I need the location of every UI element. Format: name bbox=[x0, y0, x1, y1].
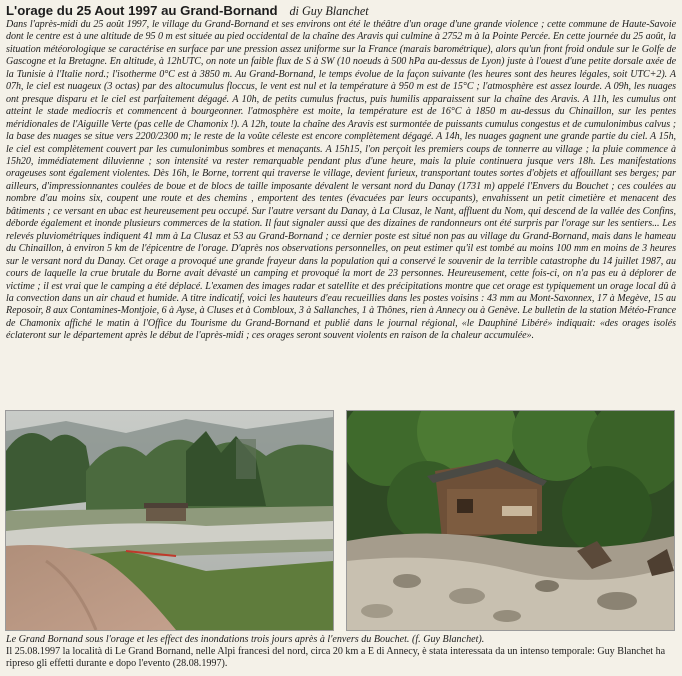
caption-french: Le Grand Bornand sous l'orage et les effect des inondations trois jours après à l'envers du Bouchet. (f. Guy Blanchet). bbox=[6, 634, 485, 645]
article-body: Dans l'après-midi du 25 août 1997, le village du Grand-Bornand et ses environs ont été le théâtre d'un orage d'une grande violence ; cette commune de Haute-Savoie dont le centre est à une altitude de 95 0 m est située au pied occidental de la chaîne des Aravis qui culmine à 2752 m à la Pointe Percée. En cette journée du 25 août, la situation météorologique se caractérise en surface par une pression assez uniforme sur la France (marais barométrique), alors qu'un front froid ondule sur le Golfe de Gascogne et la Bretagne. En altitude, à 12hUTC, on note un faible flux de S à SW (10 noeuds à 500 hPa au-dessus de Lyon) juste à l'ouest d'une petite dorsale axée de la Tunisie à l'Italie nord.; l'isotherme 0°C est à 3850 m. Au Grand-Bornand, le temps évolue de la façon suivante (les heures sont des heures légales, soit UTC+2). A 07h, le ciel est nuageux (3 octas) par des altocumulus floccus, le vent est nul et la température à 950 m est de 15°C ; l'atmosphère est assez lourde. A 09h, les nuages ont presque disparu et le ciel est parfaitement dégagé. A 10h, de petits cumulus fractus, puis humilis apparaissent sur la chaîne des Aravis. A 11h, les cumulus ont atteint le stade mediocris et commencent à bourgeonner. l'atmosphère est moite, la température est de 16°C à 1850 m au-dessus du Chinaillon, sur les pentes méridionales de l'Aiguille Verte (pas celle de Chamonix !). A 12h, toute la chaîne des Aravis est surmontée de puissants cumulus congestus et de cumulonimbus calvus ; la base des nuages se situe vers 2200/2300 m; le reste de la voûte céleste est encore complètement dégagé. A 14h, les nuages gagnent une grande partie du ciel. A 15h, le ciel est complètement couvert par les cumulonimbus sombres et menaçants. A 15h15, l'on perçoit les premiers coups de tonnerre au village ; la pluie commence à 15h20, immédiatement diluvienne ; son intensité va rester remarquable pendant plus d'une heure, mais la pluie continuera jusque vers 18h. Les manifestations orageuses sont également violentes. Dès 16h, le Borne, torrent qui traverse le village, devient furieux, transportant toutes sortes d'objets et affouillant ses berges; par ailleurs, d'impressionnantes coulées de boue et de blocs de taille imposante dévalent le versant nord du Danay (1731 m) appelé l'Envers du Bouchet ; ces coulées au nombre d'au moins six, coupent une route et des chemins , emportent des tentes (évacuées par leurs occupants), envahissent un petit cimetière et menacent des bâtiments ; ce versant en ubac est heureusement peu occupé. Sur l'autre versant du Danay, à La Clusaz, le Nant, affluent du Nom, qui descend de la vallée des Confins, déborde également et inonde plusieurs commerces de la station. Il faut signaler aussi que des dizaines de randonneurs ont été surpris par l'orage sur les sentiers... Les relevés pluviométriques indiquent 41 mm à La Clusaz et 53 au Grand-Bornand ; ce dernier poste est situé non pas au village du Grand-Bornand, mais dans le hameau du Chinaillon, à environ 5 km de l'épicentre de l'orage. D'après nos observations personnelles, on peut estimer qu'il est tombé au moins 100 mm en moins de 3 heures sur le versant nord du Danay. Cet orage a provoqué une grande frayeur dans la population qui a conservé le souvenir de la terrible catastrophe du 14 juillet 1987, au cours de laquelle la crue brutale du Borne avait dévasté un camping et provoqué la mort de 23 personnes. Heureusement, cette fois-ci, on n'a pas eu à déplorer de victime ; il est vrai que le camping a été déplacé. L'examen des images radar et satellite et des précipitations montre que cet orage est typiquement un orage local dû à la convection dans un air chaud et humide. A titre indicatif, voici les hauteurs d'eau recueillies dans les postes voisins : 43 mm au Mont-Saxonnex, 17 à Megève, 15 au Reposoir, 8 aux Contamines-Montjoie, 6 à Ayse, à Cluses et à Combloux, 3 à Sallanches, 1 à Thônes, rien à Annecy ou à Genève. Le bulletin de la station Météo-France de Chamonix affiché le matin à l'Office du Tourisme du Grand-Bornand et publié dans le journal régional, «le Dauphiné Libéré» indiquait: «des orages isolés éclateront sur le département après le début de l'après-midi ; ces orages seront souvent violents en raison de la chaleur accumulée». bbox=[6, 19, 676, 342]
caption-italian: Il 25.08.1997 la località di Le Grand Bornand, nelle Alpi francesi del nord, circa 20 km a E di Annecy, è stata interessata da un intenso temporale: Guy Blanchet ha ripreso gli effetti durante e dopo l'evento (28.08.1997). bbox=[6, 646, 666, 670]
article-title: L'orage du 25 Aout 1997 au Grand-Bornand bbox=[6, 3, 278, 18]
article-author: di Guy Blanchet bbox=[289, 4, 369, 18]
title-line bbox=[6, 4, 676, 18]
photo-storm-village bbox=[5, 410, 334, 631]
captions bbox=[6, 634, 676, 671]
article bbox=[6, 4, 676, 343]
photo-chalet-debris bbox=[346, 410, 675, 631]
